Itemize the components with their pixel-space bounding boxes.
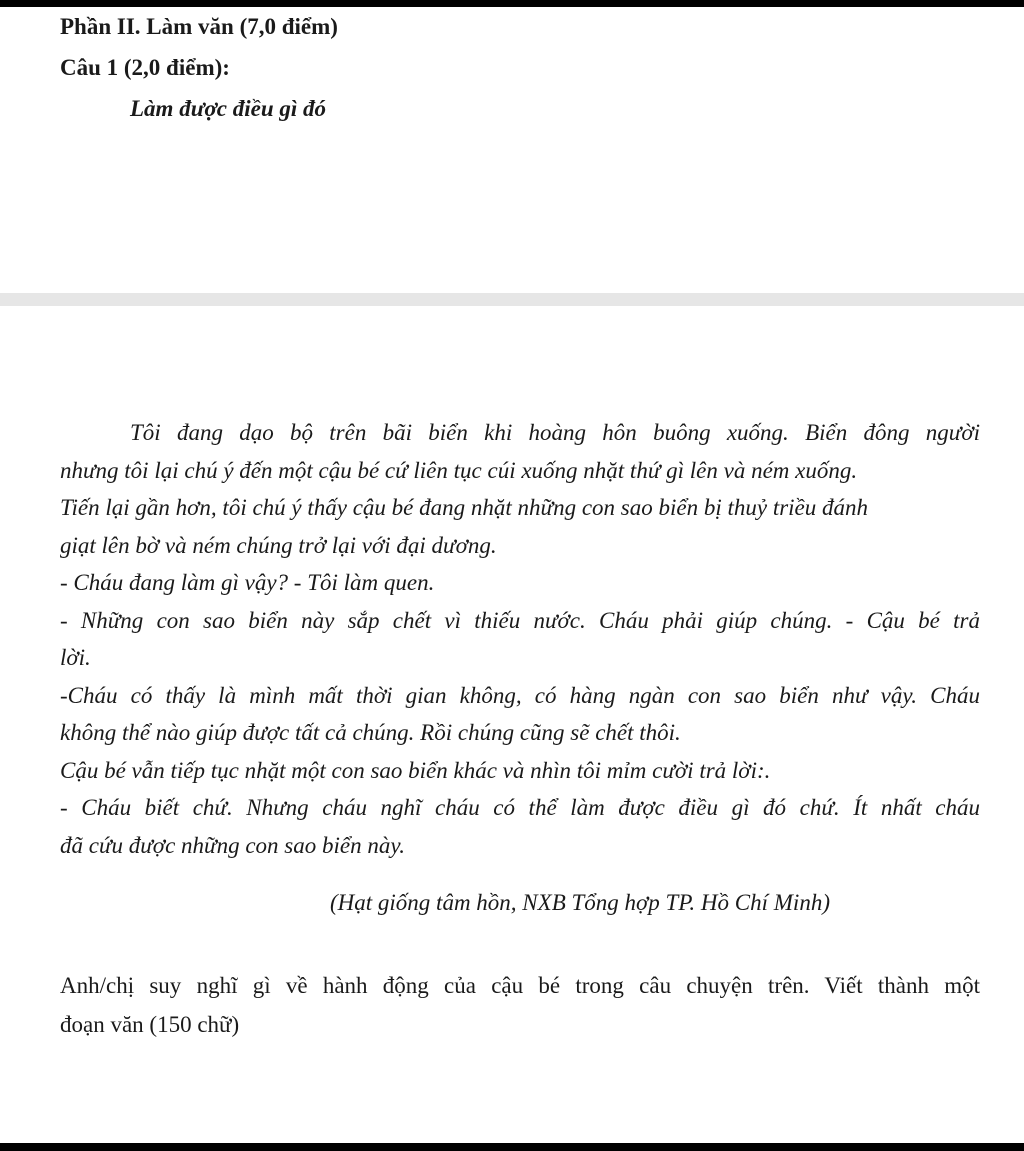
passage-line: - Cháu biết chứ. Nhưng cháu nghĩ cháu có thể làm được điều gì đó chứ. Ít nhất cháu [60,795,980,820]
passage-line: giạt lên bờ và ném chúng trở lại với đại dương. [60,532,497,558]
bottom-border [0,1143,1024,1151]
passage-line: nhưng tôi lại chú ý đến một cậu bé cứ liên tục cúi xuống nhặt thứ gì lên và ném xuống. [60,457,858,483]
passage-line: -Cháu có thấy là mình mất thời gian không, có hàng ngàn con sao biển như vậy. Cháu [60,682,980,708]
section-title: Phần II. Làm văn (7,0 điểm) [60,14,338,39]
passage-title: Làm được điều gì đó [130,96,327,121]
passage-line: đã cứu được những con sao biển này. [60,832,406,858]
passage-line: lời. [60,645,91,670]
prompt-line: Anh/chị suy nghĩ gì về hành động của cậu bé trong câu chuyện trên. Viết thành một [60,973,980,998]
passage-line: không thể nào giúp được tất cả chúng. Rồi chúng cũng sẽ chết thôi. [60,720,681,745]
prompt-line: đoạn văn (150 chữ) [60,1012,240,1037]
passage-source: (Hạt giống tâm hồn, NXB Tổng hợp TP. Hồ Chí Minh) [330,890,830,915]
passage-line: - Những con sao biển này sắp chết vì thiếu nước. Cháu phải giúp chúng. - Cậu bé trả [60,607,980,633]
passage-line: Tiến lại gần hơn, tôi chú ý thấy cậu bé đang nhặt những con sao biển bị thuỷ triều đánh [60,495,869,520]
writing-prompt [60,966,980,1044]
passage-line: Tôi đang dạo bộ trên bãi biển khi hoàng hôn buông xuống. Biển đông người [130,420,980,445]
passage-text [60,414,980,864]
question-title: Câu 1 (2,0 điểm): [60,55,230,80]
top-border [0,0,1024,7]
page-gap-divider [0,293,1024,306]
passage-line: - Cháu đang làm gì vậy? - Tôi làm quen. [60,570,435,595]
passage-line: Cậu bé vẫn tiếp tục nhặt một con sao biển khác và nhìn tôi mỉm cười trả lời:. [60,757,771,783]
